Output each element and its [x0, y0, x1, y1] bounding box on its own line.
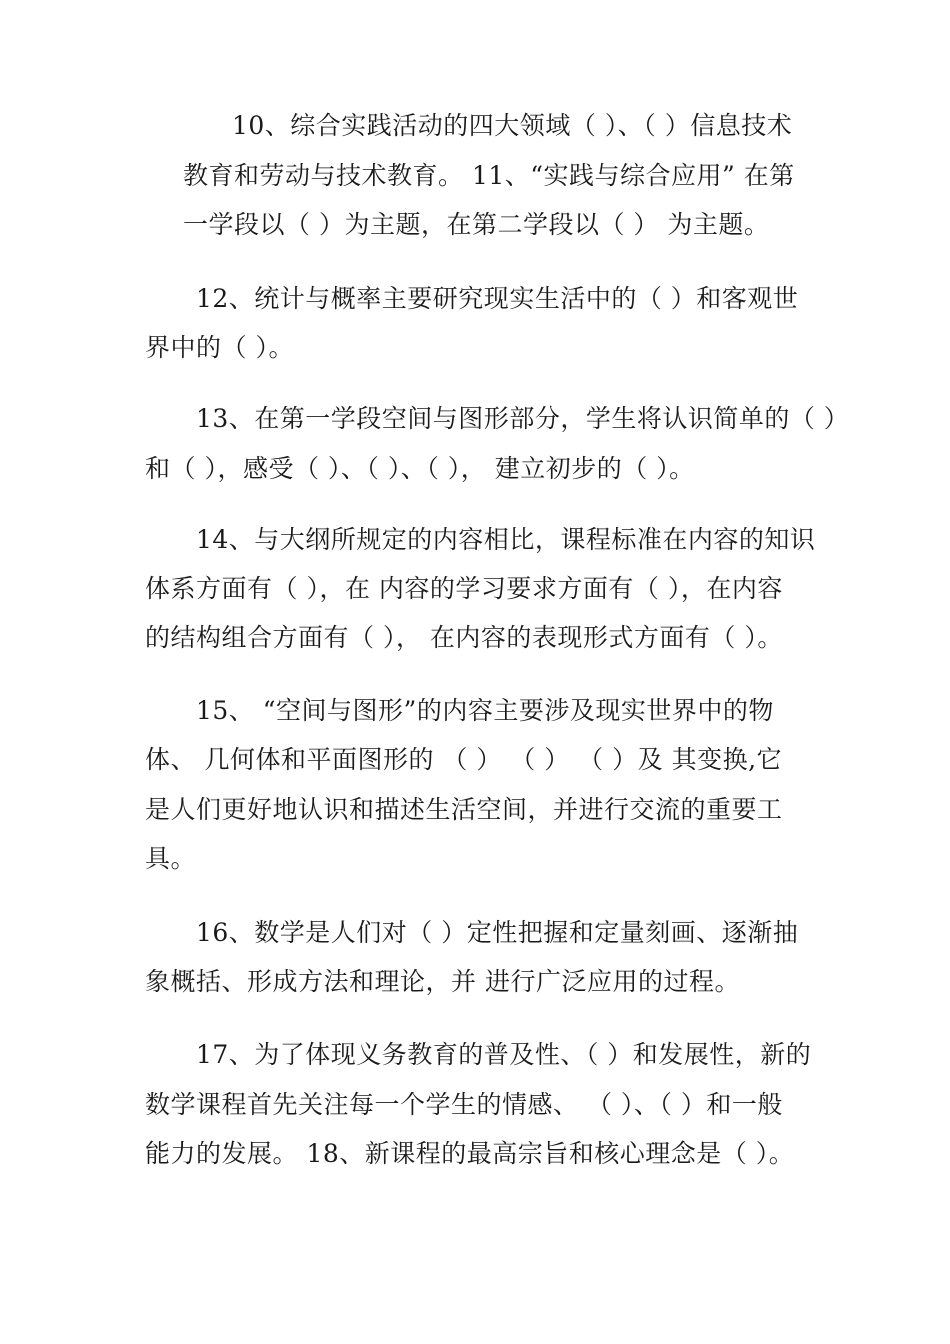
text-line: 体、 几何体和平面图形的 （ ） （ ） （ ）及 其变换,它 — [145, 745, 783, 774]
text-line: 具。 — [145, 844, 197, 873]
text-line: 12、统计与概率主要研究现实生活中的（ ）和客观世 — [196, 284, 799, 313]
text-line: 13、在第一学段空间与图形部分，学生将认识简单的（ ） — [196, 404, 850, 433]
text-line: 16、数学是人们对（ ）定性把握和定量刻画、逐渐抽 — [196, 918, 799, 947]
text-line: 一学段以（ ）为主题，在第二学段以（ ） 为主题。 — [183, 210, 770, 239]
text-line: 15、 “空间与图形”的内容主要涉及现实世界中的物 — [196, 696, 774, 725]
text-line: 体系方面有（ ），在 内容的学习要求方面有（ ），在内容 — [145, 574, 783, 603]
text-line: 10、综合实践活动的四大领域（ ）、（ ）信息技术 — [232, 111, 793, 140]
text-line: 数学课程首先关注每一个学生的情感、 （ ）、（ ）和一般 — [145, 1090, 783, 1119]
text-line: 14、与大纲所规定的内容相比，课程标准在内容的知识 — [196, 525, 816, 554]
text-line: 教育和劳动与技术教育。 11、“实践与综合应用” 在第 — [183, 161, 795, 190]
text-line: 界中的（ ）。 — [145, 333, 294, 362]
text-line: 能力的发展。 18、新课程的最高宗旨和核心理念是（ ）。 — [145, 1139, 795, 1168]
text-line: 象概括、形成方法和理论，并 进行广泛应用的过程。 — [145, 967, 740, 996]
text-line: 和（ ），感受（ ）、（ ）、（ ）， 建立初步的（ ）。 — [145, 454, 695, 483]
text-line: 是人们更好地认识和描述生活空间，并进行交流的重要工 — [145, 795, 783, 824]
text-line: 17、为了体现义务教育的普及性、（ ）和发展性，新的 — [196, 1040, 812, 1069]
text-line: 的结构组合方面有（ ）， 在内容的表现形式方面有（ ）。 — [145, 623, 783, 652]
